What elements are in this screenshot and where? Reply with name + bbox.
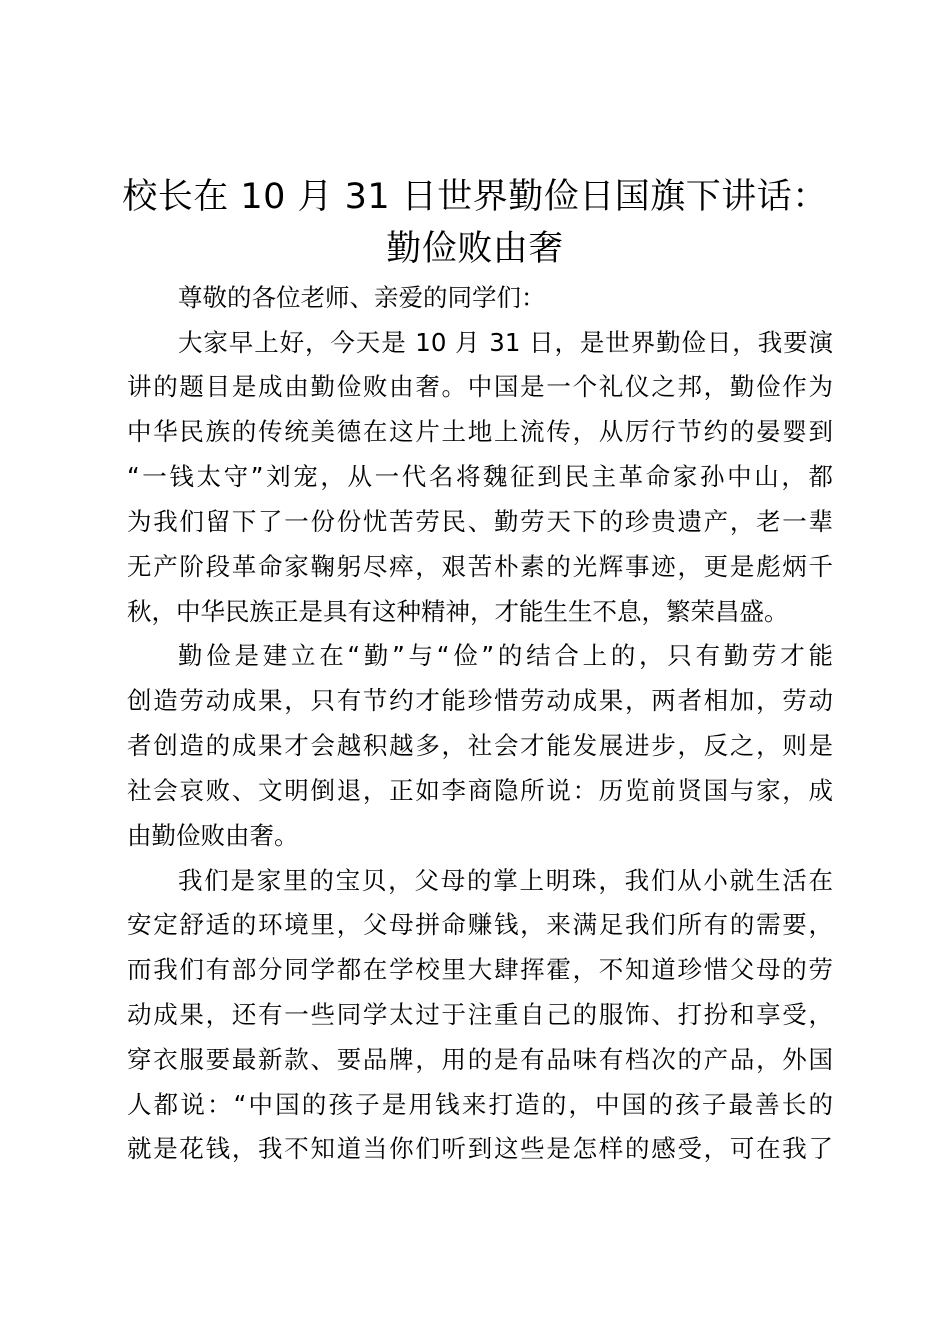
paragraph-2-line: 者创造的成果才会越积越多，社会才能发展进步，反之，则是: [127, 731, 833, 760]
paragraph-3-line: 穿衣服要最新款、要品牌，用的是有品味有档次的产品，外国: [127, 1045, 833, 1074]
paragraph-1-line: 无产阶段革命家鞠躬尽瘁，艰苦朴素的光辉事迹，更是彪炳千: [127, 552, 833, 581]
paragraph-2-line: 创造劳动成果，只有节约才能珍惜劳动成果，两者相加，劳动: [127, 686, 833, 715]
salutation: 尊敬的各位老师、亲爱的同学们：: [178, 283, 546, 312]
paragraph-3-line: 动成果，还有一些同学太过于注重自己的服饰、打扮和享受，: [127, 1000, 833, 1029]
paragraph-2-line: 勤俭是建立在“勤”与“俭”的结合上的，只有勤劳才能: [178, 641, 833, 670]
paragraph-1-line: 大家早上好，今天是 10 月 31 日，是世界勤俭日，我要演: [178, 328, 833, 357]
paragraph-3-line: 人都说：“中国的孩子是用钱来打造的，中国的孩子最善长的: [127, 1090, 833, 1119]
paragraph-2-line: 社会哀败、文明倒退，正如李商隐所说：历览前贤国与家，成: [127, 776, 833, 805]
paragraph-1-line: 中华民族的传统美德在这片土地上流传，从厉行节约的晏婴到: [127, 417, 833, 446]
paragraph-3-line: 而我们有部分同学都在学校里大肆挥霍，不知道珍惜父母的劳: [127, 955, 833, 984]
paragraph-1-line: “一钱太守”刘宠，从一代名将魏征到民主革命家孙中山，都: [127, 462, 833, 491]
paragraph-3-line: 就是花钱，我不知道当你们听到这些是怎样的感受，可在我了: [127, 1134, 833, 1163]
paragraph-3-line: 我们是家里的宝贝，父母的掌上明珠，我们从小就生活在: [178, 866, 833, 895]
paragraph-3-line: 安定舒适的环境里，父母拼命赚钱，来满足我们所有的需要，: [127, 910, 833, 939]
paragraph-1-line: 讲的题目是成由勤俭败由奢。中国是一个礼仪之邦，勤俭作为: [127, 372, 833, 401]
paragraph-1-line: 秋，中华民族正是具有这种精神，才能生生不息，繁荣昌盛。: [127, 597, 789, 626]
paragraph-1-line: 为我们留下了一份份忧苦劳民、勤劳天下的珍贵遗产，老一辈: [127, 507, 833, 536]
document-title-line-1: 校长在 10 月 31 日世界勤俭日国旗下讲话：: [122, 177, 828, 217]
paragraph-2-line: 由勤俭败由奢。: [127, 821, 299, 850]
document-title-line-2: 勤俭败由奢: [386, 229, 564, 269]
